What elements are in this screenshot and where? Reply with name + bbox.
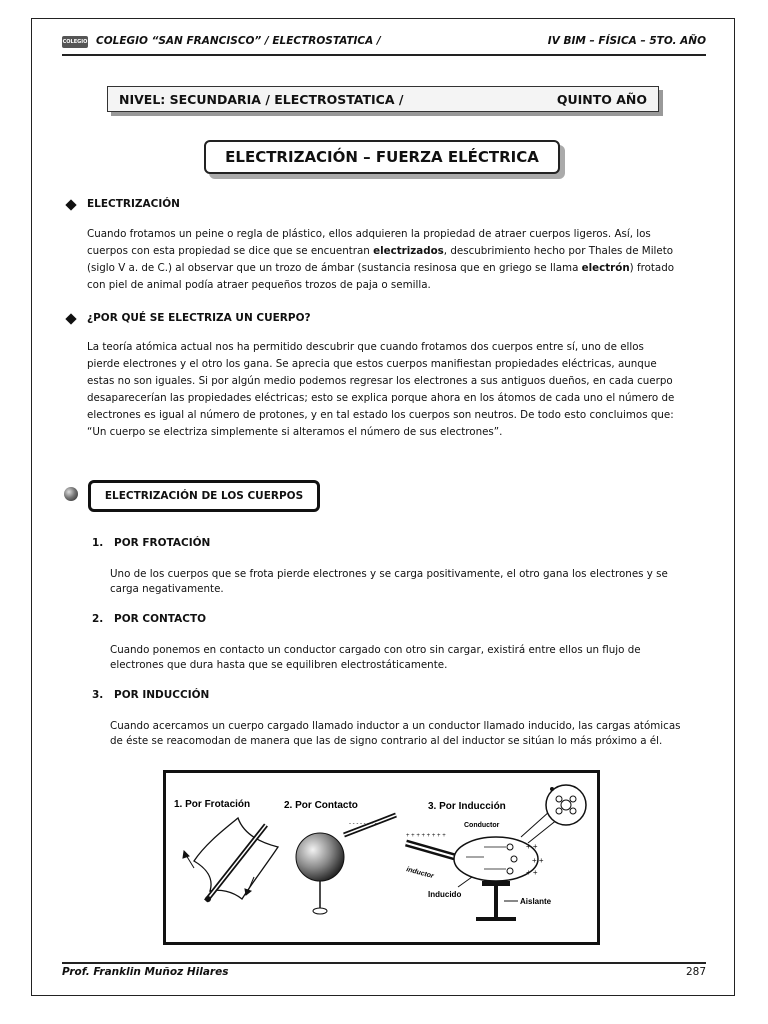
page-title: ELECTRIZACIÓN – FUERZA ELÉCTRICA bbox=[204, 140, 560, 174]
svg-text:+ + + + + + + +: + + + + + + + + bbox=[406, 833, 446, 839]
figure-label-contacto: 2. Por Contacto bbox=[284, 800, 358, 811]
subheading-box: ELECTRIZACIÓN DE LOS CUERPOS bbox=[88, 480, 320, 512]
footer-author: Prof. Franklin Muñoz Hilares bbox=[62, 966, 229, 978]
page-number: 287 bbox=[685, 966, 706, 978]
svg-text:- - - - - - - - -: - - - - - - - - - bbox=[349, 821, 381, 827]
paragraph-line: con piel de animal podía atraer pequeños trozos de paja o semilla. bbox=[87, 279, 431, 291]
pointer-line bbox=[458, 877, 472, 887]
inductor-label: inductor bbox=[405, 866, 435, 881]
method-title: POR FROTACIÓN bbox=[114, 537, 211, 549]
insulating-stand-icon bbox=[476, 881, 518, 921]
method-heading-frotacion bbox=[92, 537, 210, 549]
paragraph-line: estas no son iguales. Si por algún medio podemos regresar los electrones a sus antiguos dueños, en cada cuerpo bbox=[87, 375, 673, 387]
induced-conductor-icon bbox=[454, 837, 544, 881]
svg-text:+ +: + + bbox=[532, 856, 544, 865]
paragraph-line: pierde electrones y el otro los gana. Se aprecia que estos cuerpos manifiestan propiedades eléctricas, aunque bbox=[87, 358, 657, 370]
section-heading-electrizacion: ELECTRIZACIÓN bbox=[87, 198, 180, 210]
conductor-label: Conductor bbox=[464, 822, 500, 829]
paragraph-line: electrones es igual al número de protones, y en tal estado los cuerpos son neutros. De todo esto concluimos que: bbox=[87, 409, 674, 421]
method-title: POR INDUCCIÓN bbox=[114, 689, 210, 701]
figure-label-frotacion: 1. Por Frotación bbox=[174, 799, 251, 810]
figure-label-induccion: 3. Por Inducción bbox=[428, 801, 506, 812]
paragraph-line: Uno de los cuerpos que se frota pierde electrones y se carga positivamente, el otro gana los electrones y se bbox=[110, 568, 668, 580]
sphere-bullet-icon bbox=[64, 487, 78, 501]
conductor-sphere-icon bbox=[296, 833, 344, 914]
paragraph-line: cuerpos con esta propiedad se dice que se encuentran electrizados, descubrimiento hecho por Thales de Mileto bbox=[87, 245, 674, 257]
method-number: 1. bbox=[92, 537, 104, 549]
paragraph-line: “Un cuerpo se electriza simplemente si alteramos el número de sus electrones”. bbox=[87, 426, 503, 438]
paragraph-line: Cuando ponemos en contacto un conductor cargado con otro sin cargar, existirá entre ellos un flujo de bbox=[110, 644, 641, 656]
level-banner bbox=[107, 86, 659, 112]
paragraph-line: desaparecerían las propiedades eléctricas; esto se explica porque ahora en los átomos de cada uno el número de bbox=[87, 392, 675, 404]
page-header bbox=[62, 34, 706, 52]
paragraph-line: Cuando frotamos un peine o regla de plástico, ellos adquieren la propiedad de atraer cuerpos ligeros. Así, los bbox=[87, 228, 651, 240]
footer-rule bbox=[62, 962, 706, 964]
electrification-figure bbox=[163, 770, 600, 945]
svg-text:+ +: + + bbox=[526, 868, 538, 877]
paragraph-line: electrones que dura hasta que se equilibren electrostáticamente. bbox=[110, 659, 448, 671]
aislante-label: Aislante bbox=[520, 897, 552, 906]
rubbing-cloth-icon bbox=[194, 818, 278, 899]
method-number: 2. bbox=[92, 613, 104, 625]
level-label: NIVEL: SECUNDARIA / ELECTROSTATICA / bbox=[119, 92, 404, 107]
section-heading-why: ¿POR QUÉ SE ELECTRIZA UN CUERPO? bbox=[87, 312, 311, 324]
header-course: IV BIM – FÍSICA – 5TO. AÑO bbox=[547, 35, 706, 47]
method-heading-contacto bbox=[92, 613, 206, 625]
magnifier-icon bbox=[521, 785, 586, 843]
paragraph-line: de éste se reacomodan de manera que las de signo contrario al del inductor se sitúan lo más próximo a él. bbox=[110, 735, 663, 747]
inductor-rod-icon bbox=[406, 833, 462, 859]
inducido-label: Inducido bbox=[428, 890, 462, 899]
paragraph-line: carga negativamente. bbox=[110, 583, 224, 595]
paragraph-line: La teoría atómica actual nos ha permitido descubrir que cuando frotamos dos cuerpos entre sí, uno de ellos bbox=[87, 341, 644, 353]
header-school: COLEGIO “SAN FRANCISCO” / ELECTROSTATICA / bbox=[96, 35, 381, 47]
method-heading-induccion bbox=[92, 689, 209, 701]
paragraph-line: (siglo V a. de C.) al observar que un trozo de ámbar (sustancia resinosa que en griego se llama electrón) frotado bbox=[87, 262, 675, 274]
header-rule bbox=[62, 54, 706, 56]
grade-label: QUINTO AÑO bbox=[556, 92, 647, 107]
school-logo: COLEGIO bbox=[62, 36, 88, 48]
paragraph-line: Cuando acercamos un cuerpo cargado llamado inductor a un conductor llamado inducido, las cargas atómicas bbox=[110, 720, 681, 732]
method-number: 3. bbox=[92, 689, 104, 701]
svg-text:+ +: + + bbox=[526, 842, 538, 851]
charged-rod-icon bbox=[344, 815, 396, 835]
figure-drawing bbox=[166, 773, 597, 942]
rod-icon bbox=[205, 825, 266, 902]
method-title: POR CONTACTO bbox=[114, 613, 207, 625]
